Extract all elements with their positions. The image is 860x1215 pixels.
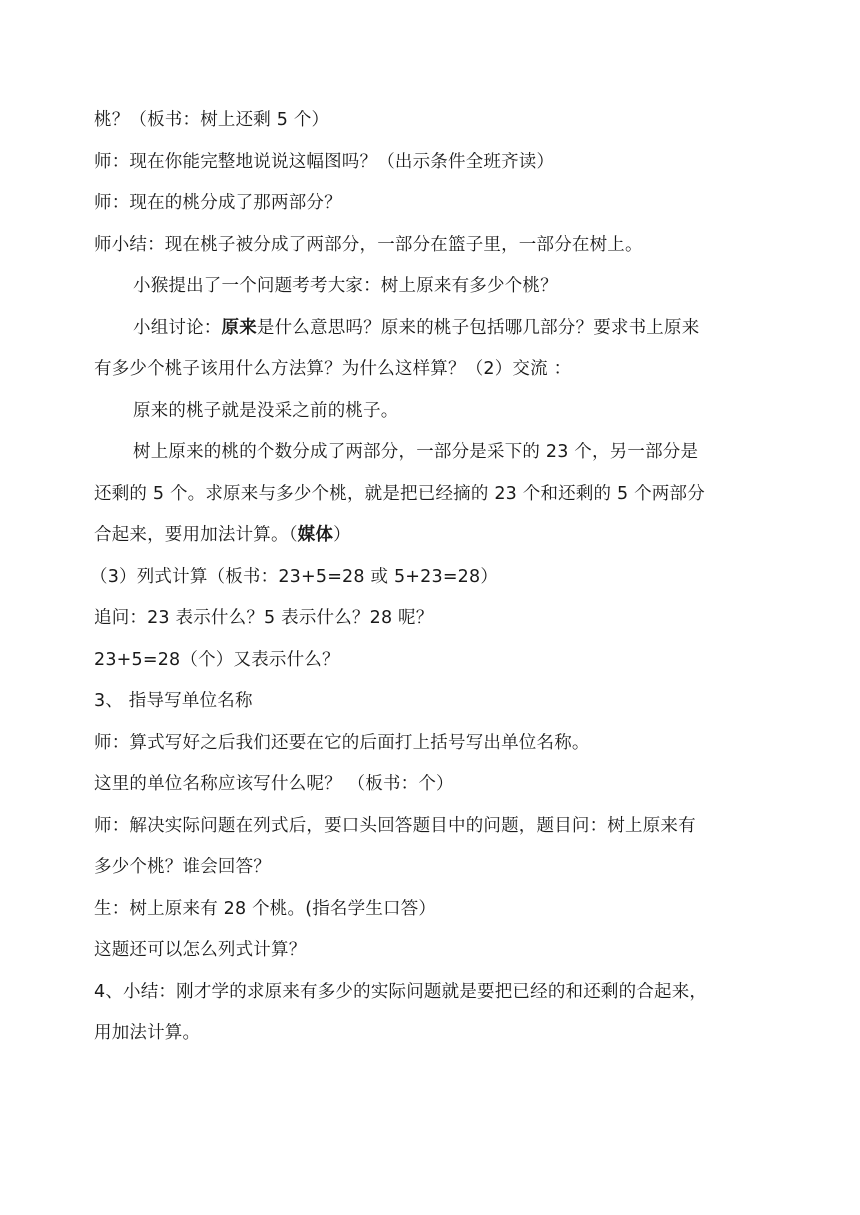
text-line: 师小结：现在桃子被分成了两部分，一部分在篮子里，一部分在树上。 (94, 234, 643, 255)
text-segment: 合起来，要用加法计算。（ (94, 525, 298, 545)
section-heading: 4、小结：刚才学的求原来有多少的实际问题就是要把已经的和还剩的合起来， (94, 981, 708, 1002)
text-line: 用加法计算。 (94, 1023, 201, 1043)
text-line: 追问：23 表示什么？5 表示什么？28 呢？ (94, 608, 434, 628)
text-line: 桃？（板书：树上还剩 5 个） (94, 110, 330, 130)
text-line: 师：解决实际问题在列式后，要口头回答题目中的问题，题目问：树上原来有 (94, 815, 696, 836)
text-segment: ） (333, 525, 351, 545)
text-segment: 小组讨论： (133, 317, 222, 338)
text-segment: 是什么意思吗？原来的桃子包括哪几部分？要求书上原来 (256, 317, 700, 338)
text-line: 有多少个桃子该用什么方法算？为什么这样算？（2）交流 ： (94, 359, 572, 379)
section-heading: 3、 指导写单位名称 (94, 691, 253, 711)
text-line: 树上原来的桃的个数分成了两部分，一部分是采下的 23 个，另一部分是 (133, 442, 699, 462)
text-line: 还剩的 5 个。求原来与多少个桃，就是把已经摘的 23 个和还剩的 5 个两部分 (94, 483, 705, 504)
text-line: 师：现在的桃分成了那两部分？ (94, 193, 342, 213)
text-line: 原来的桃子就是没采之前的桃子。 (133, 400, 399, 421)
media-line (94, 515, 784, 557)
text-line: 这题还可以怎么列式计算？ (94, 940, 307, 960)
text-line: 师：算式写好之后我们还要在它的后面打上括号写出单位名称。 (94, 732, 590, 753)
emphasis-text: 媒体 (297, 525, 334, 545)
text-line: 这里的单位名称应该写什么呢？ （板书：个） (94, 774, 454, 794)
text-line: 生：树上原来有 28 个桃。(指名学生口答） (94, 898, 437, 919)
text-line: 师：现在你能完整地说说这幅图吗？（出示条件全班齐读） (94, 151, 555, 172)
emphasis-text: 原来 (221, 317, 257, 338)
text-line: （3）列式计算（板书：23+5=28 或 5+23=28） (90, 566, 499, 587)
discussion-line (94, 308, 784, 350)
text-line: 23+5=28（个）又表示什么？ (94, 649, 340, 670)
text-line: 多少个桃？谁会回答？ (94, 857, 271, 877)
text-line: 小猴提出了一个问题考考大家：树上原来有多少个桃？ (133, 276, 558, 296)
document-body (90, 100, 784, 1055)
